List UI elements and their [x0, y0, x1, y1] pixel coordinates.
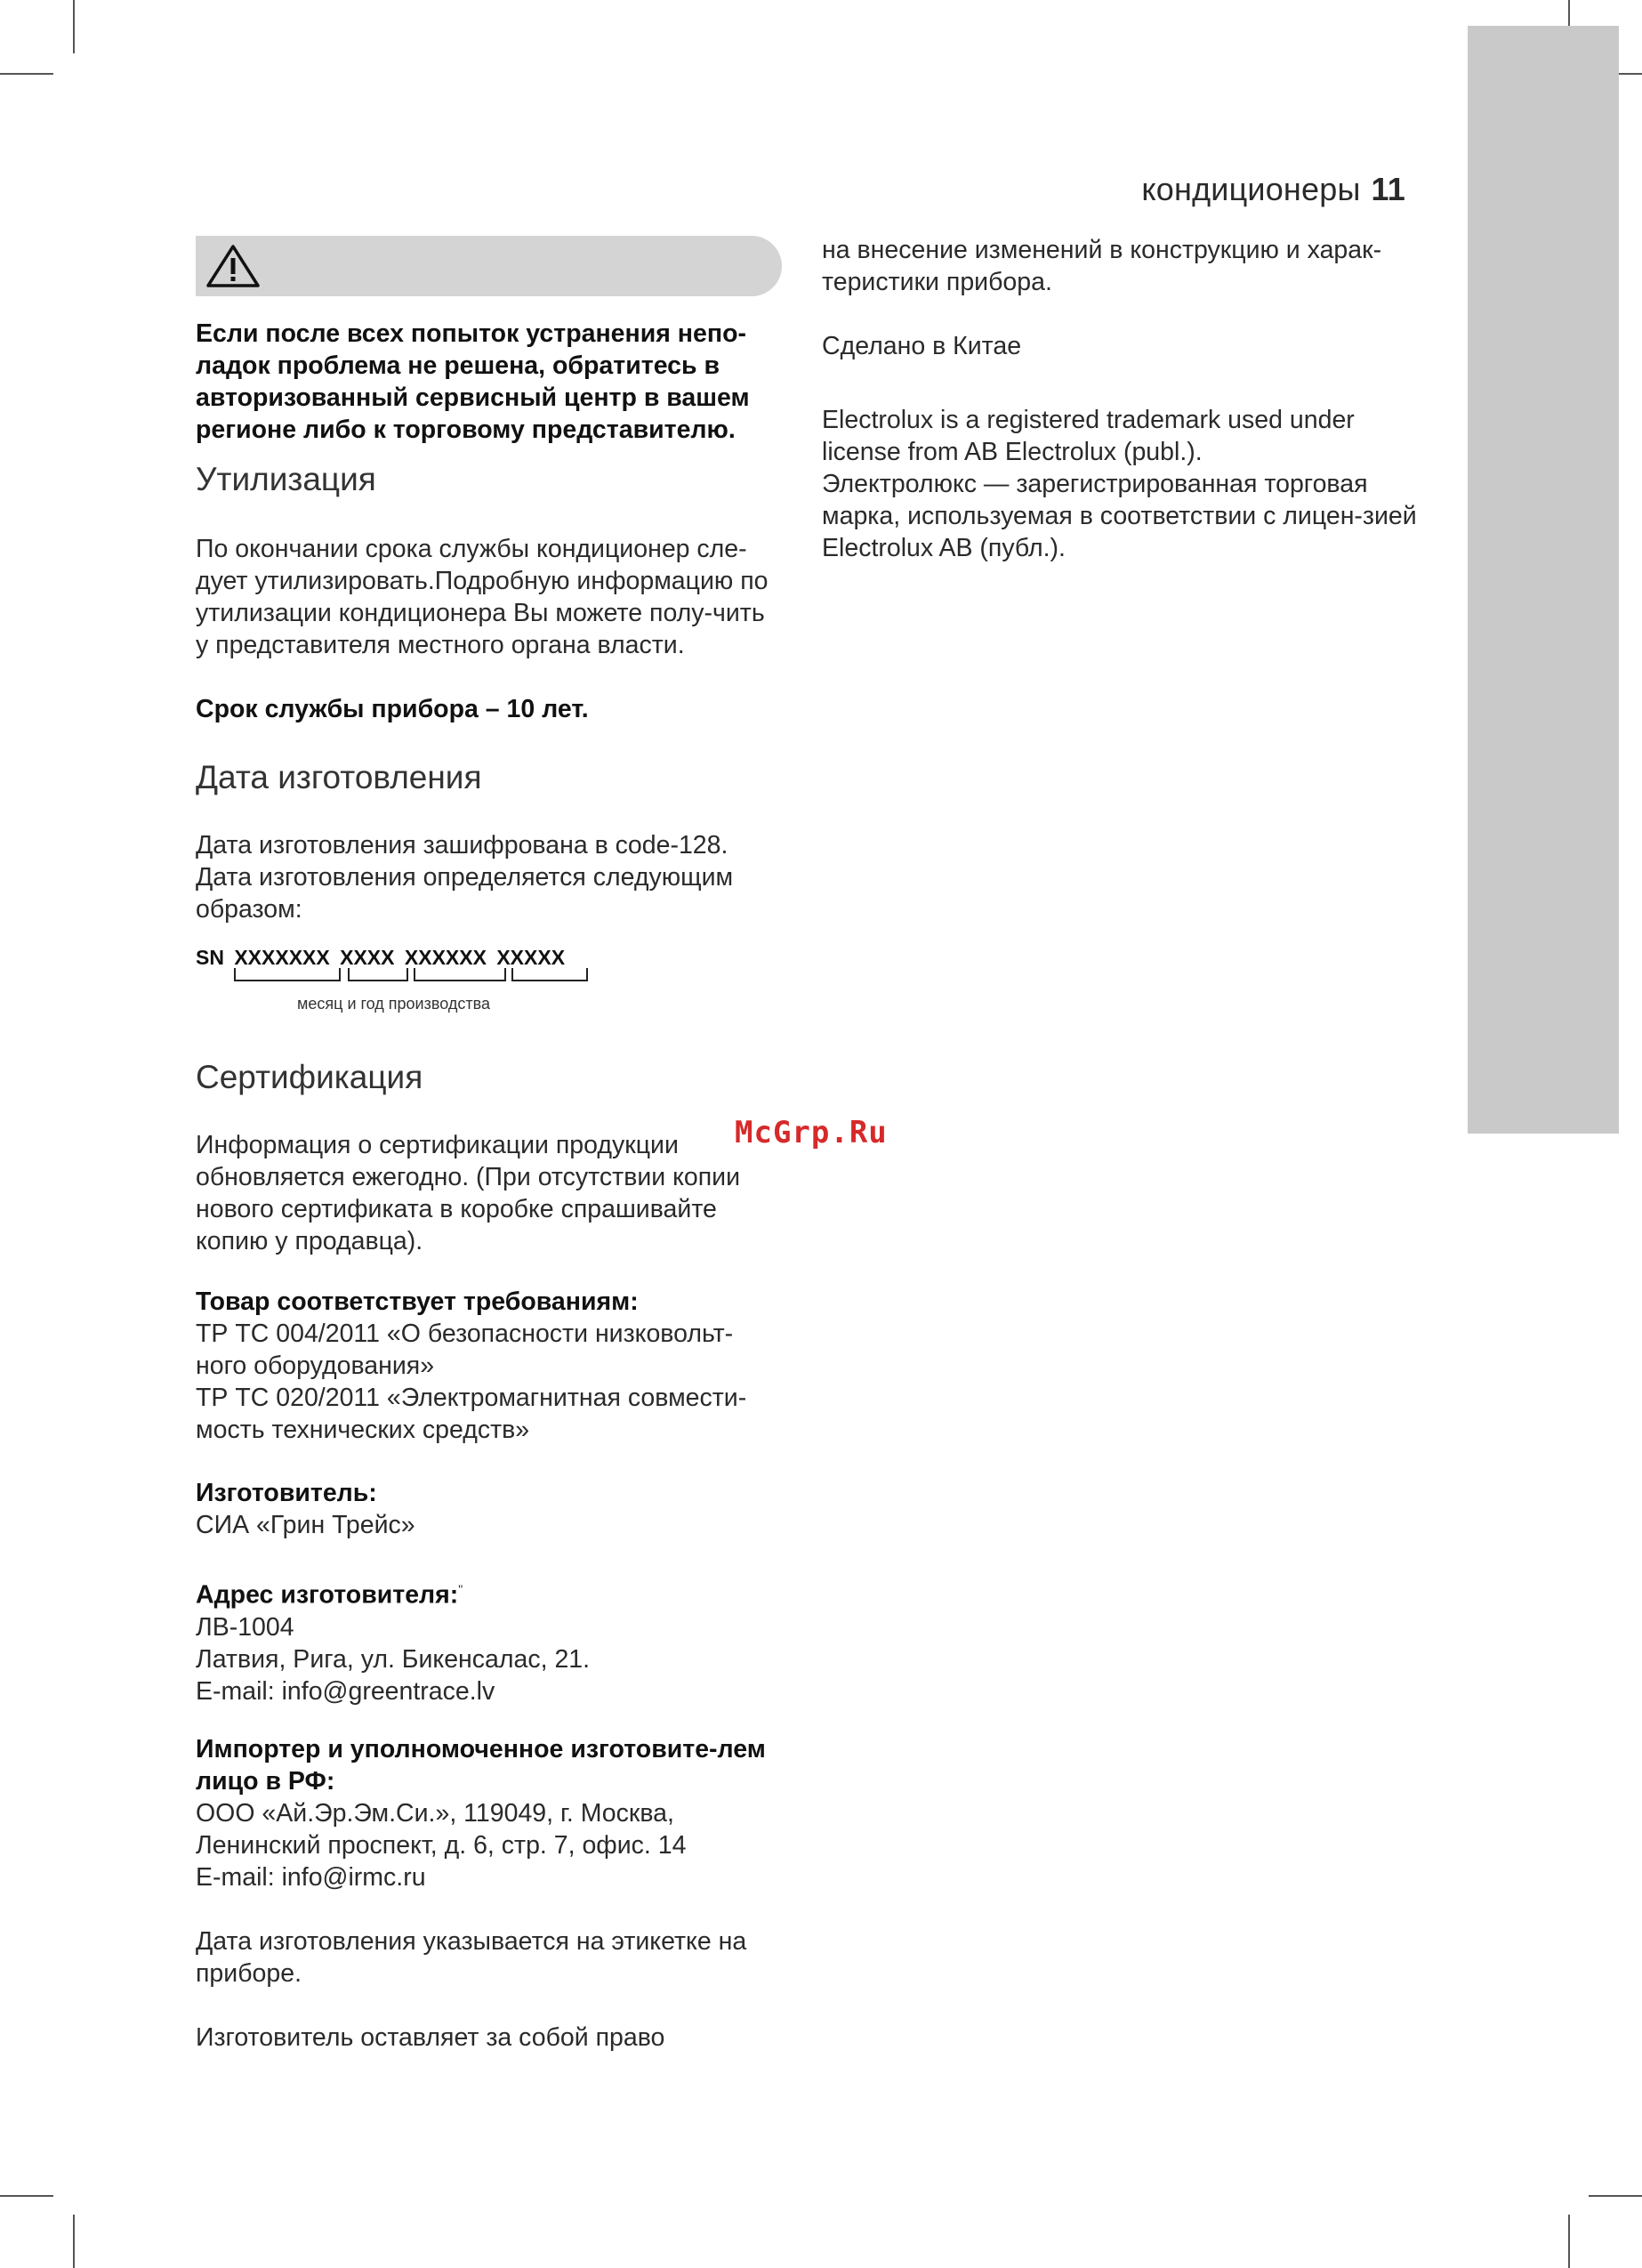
importer-block — [196, 1733, 774, 1893]
crop-mark — [0, 2195, 53, 2197]
warning-text: Если после всех попыток устранения непо-ладок проблема не решена, обратитесь в авторизованный сервисный центр в вашем регионе либо к торговому представителю. — [196, 319, 750, 444]
sn-group: XXXXX — [496, 946, 566, 969]
sn-group: XXXXXX — [404, 946, 487, 969]
importer-title: Импортер и уполномоченное изготовите-лем лицо в РФ: — [196, 1735, 766, 1796]
manufacturer-title: Изготовитель: — [196, 1479, 377, 1507]
watermark: McGrp.Ru — [735, 1115, 888, 1150]
compliance-block — [196, 1286, 783, 1446]
label-note: Дата изготовления указывается на этикетке на приборе. — [196, 1927, 747, 1988]
rights-continuation: на внесение изменений в конструкцию и харак-теристики прибора. — [822, 236, 1382, 296]
compliance-item: ТР ТС 020/2011 «Электромагнитная совмести-мость технических средств» — [196, 1384, 747, 1444]
sn-group: XXXXXXX — [234, 946, 330, 969]
compliance-title: Товар соответствует требованиям: — [196, 1287, 639, 1316]
address-block — [196, 1573, 783, 1707]
crop-mark — [1568, 2215, 1570, 2268]
address-line: Латвия, Рига, ул. Бикенсалас, 21. — [196, 1644, 591, 1674]
trademark-ru: Электролюкс — зарегистрированная торговая марка, используемая в соответствии с лицен-зией Electrolux AB (публ.). — [822, 470, 1417, 562]
crop-mark — [1589, 2195, 1642, 2197]
service-life: Срок службы прибора – 10 лет. — [196, 695, 589, 723]
importer-line: ООО «Ай.Эр.Эм.Си.», 119049, г. Москва, — [196, 1799, 674, 1828]
crop-mark — [73, 2215, 75, 2268]
heading-disposal: Утилизация — [196, 461, 376, 497]
sn-group: XXXX — [340, 946, 395, 969]
sn-caption: месяц и год производства — [297, 995, 490, 1013]
address-line: ЛВ-1004 — [196, 1612, 294, 1642]
address-mark: " — [458, 1582, 463, 1596]
address-title: Адрес изготовителя: — [196, 1580, 459, 1610]
certification-text: Информация о сертификации продукции обновляется ежегодно. (При отсутствии копии нового сертификата в коробке спрашивайте копию у продавца). — [196, 1131, 741, 1255]
section-title: кондиционеры — [1141, 171, 1361, 207]
heading-manufacture-date: Дата изготовления — [196, 759, 482, 795]
page-number: 11 — [1371, 171, 1405, 207]
disposal-text: По окончании срока службы кондиционер сле-дует утилизировать.Подробную информацию по утилизации кондиционера Вы можете полу-чить у представителя местного органа власти. — [196, 535, 769, 659]
heading-certification: Сертификация — [196, 1059, 423, 1095]
compliance-item: ТР ТС 004/2011 «О безопасности низковольт-ного оборудования» — [196, 1320, 734, 1380]
made-in: Сделано в Китае — [822, 332, 1022, 360]
manufacturer-name: СИА «Грин Трейс» — [196, 1511, 415, 1539]
importer-email: E-mail: info@irmc.ru — [196, 1863, 426, 1892]
rights-note: Изготовитель оставляет за собой право — [196, 2023, 665, 2052]
trademark-en: Electrolux is a registered trademark used under license from AB Electrolux (publ.). — [822, 406, 1355, 466]
manufacturer-block — [196, 1477, 783, 1541]
importer-line: Ленинский проспект, д. 6, стр. 7, офис. 14 — [196, 1831, 687, 1860]
manufacture-date-text: Дата изготовления зашифрована в code-128. Дата изготовления определяется следующим образом: — [196, 831, 734, 924]
address-email: E-mail: info@greentrace.lv — [196, 1676, 495, 1706]
sn-prefix: SN — [196, 946, 224, 969]
